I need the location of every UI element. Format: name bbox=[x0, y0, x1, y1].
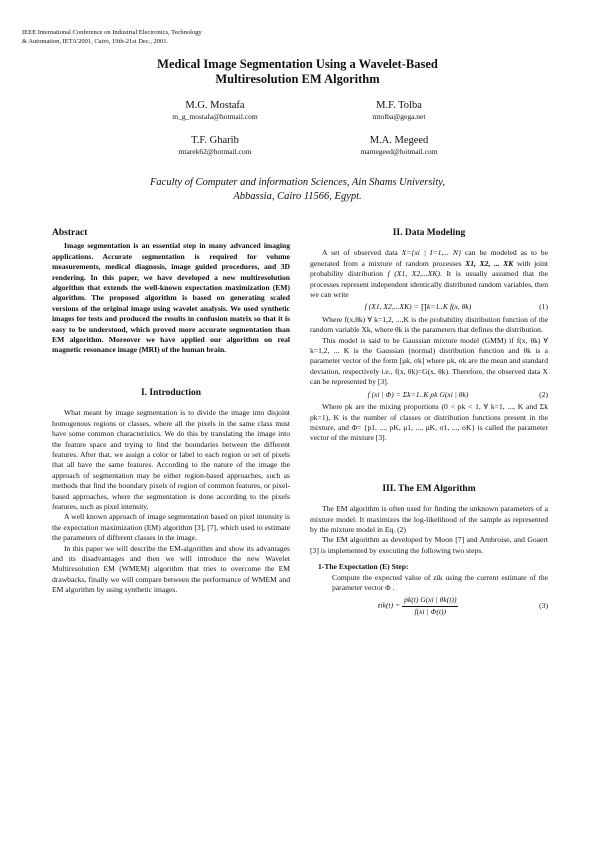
conference-line-1: IEEE International Conference on Industrial Electronics, Technology bbox=[22, 29, 202, 36]
equation-3 bbox=[310, 595, 548, 617]
author-2 bbox=[314, 99, 484, 122]
author-email: m_g_mostafa@hotmail.com bbox=[172, 112, 258, 121]
right-column bbox=[310, 228, 548, 619]
data-modeling-paragraph-1: A set of observed data X={xi | I=1,... N} can be modeled as to be generated from a mixture of random processes X1, X2, ... XK with joint probability distribution f (X1, X2,...XK). It is usually assumed that the processes represent independent identically distributed random variables, then we can write bbox=[310, 248, 549, 300]
author-email: mtolba@gega.net bbox=[372, 112, 426, 121]
author-name: M.F. Tolba bbox=[376, 100, 422, 111]
data-modeling-paragraph-2: Where f(x,θk) ∀ k=1,2, ...,K is the probability distribution function of the random variable Xk, where θk is the parameters that defines the distribution. bbox=[310, 314, 548, 335]
data-modeling-paragraph-3: This model is said to be Gaussian mixture model (GMM) if f(x, θk) ∀ k=1,2, ... K is the Gaussian (normal) distribution function and θk is a parameter vector of the form [μk, σk] where μk, σk are the mean and standard deviation, respectively i.e., f(x, θk)=G(x, θk). Therefore, the observed data X can be represented by [3]. bbox=[310, 335, 548, 387]
equation-3-lhs: zik(t) = bbox=[377, 601, 401, 611]
equation-1-number: (1) bbox=[539, 302, 548, 312]
intro-paragraph-2: A well known approach of image segmentation based on pixel intensity is the expectation maximization (EM) algorithm [3], [7], which used to estimate the parameters of different classes in the image. bbox=[52, 512, 290, 543]
affiliation-line-1: Faculty of Computer and information Sciences, Ain Shams University, bbox=[150, 177, 445, 188]
section-heading-introduction: I. Introduction bbox=[140, 387, 201, 398]
author-3 bbox=[130, 134, 300, 157]
author-1 bbox=[130, 99, 300, 122]
equation-3-number: (3) bbox=[539, 601, 548, 611]
equation-3-numerator: pk(t) G(xi | θk(t)) bbox=[402, 595, 458, 606]
author-4 bbox=[314, 134, 484, 157]
equation-2-body: f (xi | Φ) = Σk=1..K pk G(xi | θk) bbox=[367, 389, 469, 399]
author-email: mamegeed@hotmail.com bbox=[360, 147, 438, 156]
equation-1 bbox=[310, 302, 548, 312]
left-column bbox=[52, 228, 290, 596]
equation-2-number: (2) bbox=[539, 389, 548, 399]
expectation-step-heading: 1-The Expectation (E) Step: bbox=[318, 562, 409, 572]
section-heading-em-algorithm: III. The EM Algorithm bbox=[382, 483, 476, 494]
conference-line-2: & Automation, IETA'2001, Cairo, 19th-21st Dec., 2001. bbox=[22, 38, 169, 45]
title-line-1: Medical Image Segmentation Using a Wavelet-Based bbox=[157, 57, 438, 71]
intro-paragraph-3: In this paper we will describe the EM-algorithm and show its advantages and its disadvantages and then we will introduce the new Wavelet Multiresolution EM (WMEM) algorithm that tries to overcome the EM drawbacks, finally we will compare between the performance of WMEM and EM algorithm by using synthetic images. bbox=[52, 543, 290, 595]
abstract-text: Image segmentation is an essential step in many advanced imaging applications. Accurate segmentation is required for volume measurements, medical diagnosis, image guided procedures, and 3D rendering. In this paper, we have developed a new multiresolution algorithm that extends the well-known expectation maximization (EM) algorithm. The proposed algorithm is based on generating scaled versions of the original image using wavelet analysis. We used synthetic images for tests and produced the results in confusion matrix so that it is easy to be understood, which proved more accurate segmentation than EM algorithm. Moreover we have applied our algorithm on real magnetic resonance image (MRI) of the human brain. bbox=[52, 241, 290, 355]
title-line-2: Multiresolution EM Algorithm bbox=[215, 72, 380, 86]
section-heading-data-modeling: II. Data Modeling bbox=[392, 228, 466, 238]
affiliation bbox=[60, 176, 535, 204]
intro-paragraph-1: What meant by image segmentation is to divide the image into disjoint homogenous regions or classes, where all the pixels in the same class must have some common characteristics. We do this by translating the image into the feature space and trying to find the boundaries between the different features. After that, we assign a color or label to each region or set of pixels that all have the same features. According to the nature of the image the approach of segmentation may be either region-based approaches, such as methods that find the boundary pixels of region of common features, or pixel-based approaches, where the segmentation is done according to the pixels features, such as pixel intensity. bbox=[52, 408, 290, 511]
author-name: M.G. Mostafa bbox=[185, 100, 245, 111]
author-name: M.A. Megeed bbox=[369, 135, 429, 146]
abstract-heading: Abstract bbox=[52, 228, 88, 238]
paper-title bbox=[60, 57, 535, 87]
equation-3-fraction bbox=[402, 595, 458, 617]
equation-3-denominator: f(xi | Φ(t)) bbox=[414, 606, 447, 616]
conference-header bbox=[22, 28, 322, 46]
equation-3-body bbox=[310, 595, 526, 617]
equation-2 bbox=[310, 390, 548, 400]
author-email: mtarek62@hotmail.com bbox=[178, 147, 252, 156]
affiliation-line-2: Abbassia, Cairo 11566, Egypt. bbox=[233, 191, 362, 202]
em-paragraph-1: The EM algorithm is often used for finding the unknown parameters of a mixture model. It maximizes the log-likelihood of the sample as represented by the mixture model in Eq. (2) bbox=[310, 504, 548, 534]
author-name: T.F. Gharib bbox=[191, 135, 239, 146]
expectation-step-body: Compute the expected value of zik using the current estimate of the parameter vector Φ . bbox=[332, 572, 548, 592]
em-paragraph-2: The EM algorithm as developed by Moon [7] and Ambroise, and Goaert [3] is implemented by executing the following two steps. bbox=[310, 535, 548, 555]
equation-1-body: f (X1, X2,...XK) = ∏k=1..K f(x, θk) bbox=[364, 302, 472, 312]
data-modeling-paragraph-4: Where pk are the mixing proportions (0 < pk < 1, ∀ k=1, ..., K and Σk pk=1), K is the number of classes or distribution functions present in the mixture, and Φ= {p1, ..., pK, μ1, ..., μK, σ1, ..., σK} is called the parameter vector of the mixture [3]. bbox=[310, 402, 548, 443]
